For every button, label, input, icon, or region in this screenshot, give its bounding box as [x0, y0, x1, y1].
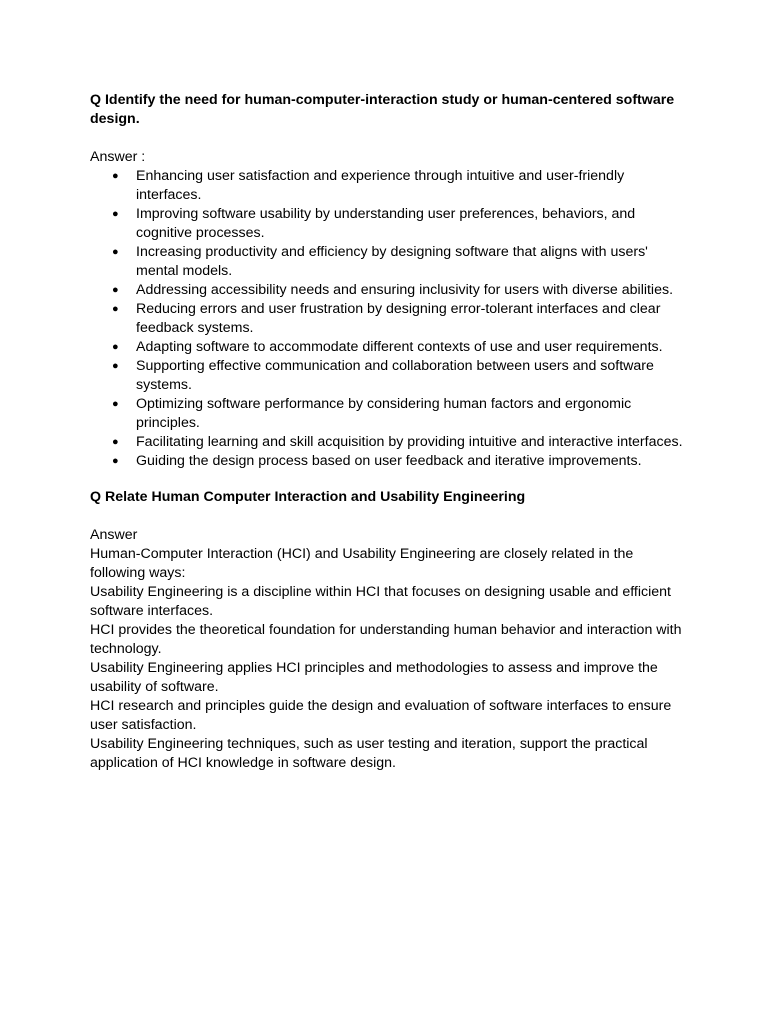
- list-item-text: Supporting effective communication and collaboration between users and software systems.: [136, 358, 654, 393]
- list-item: [90, 243, 690, 281]
- list-item: [90, 167, 690, 205]
- paragraph: HCI provides the theoretical foundation for understanding human behavior and interaction with technology.: [90, 622, 682, 657]
- bullet-icon: ●: [112, 360, 119, 372]
- spacer: [90, 129, 690, 148]
- answer-1-bullet-list: [90, 167, 690, 471]
- bullet-icon: ●: [112, 208, 119, 220]
- bullet-icon: ●: [112, 170, 119, 182]
- paragraph: Usability Engineering is a discipline within HCI that focuses on designing usable and efficient software interfaces.: [90, 584, 671, 619]
- bullet-icon: ●: [112, 436, 119, 448]
- list-item: [90, 205, 690, 243]
- list-item-text: Addressing accessibility needs and ensuring inclusivity for users with diverse abilities.: [136, 282, 674, 298]
- paragraph: HCI research and principles guide the design and evaluation of software interfaces to ensure user satisfaction.: [90, 698, 672, 733]
- document-page: [90, 91, 690, 773]
- question-2-title: Q Relate Human Computer Interaction and Usability Engineering: [90, 489, 526, 505]
- list-item-text: Increasing productivity and efficiency by designing software that aligns with users' mental models.: [136, 244, 648, 279]
- bullet-icon: ●: [112, 303, 119, 315]
- list-item: [90, 357, 690, 395]
- spacer: [90, 507, 690, 526]
- list-item-text: Enhancing user satisfaction and experience through intuitive and user-friendly interfaces.: [136, 168, 625, 203]
- paragraph: Usability Engineering techniques, such as user testing and iteration, support the practical application of HCI knowledge in software design.: [90, 736, 648, 771]
- list-item: [90, 395, 690, 433]
- paragraph: Human-Computer Interaction (HCI) and Usability Engineering are closely related in the following ways:: [90, 546, 634, 581]
- list-item-text: Reducing errors and user frustration by designing error-tolerant interfaces and clear feedback systems.: [136, 301, 661, 336]
- bullet-icon: ●: [112, 246, 119, 258]
- list-item: [90, 300, 690, 338]
- list-item-text: Improving software usability by understanding user preferences, behaviors, and cognitive processes.: [136, 206, 636, 241]
- list-item: [90, 452, 690, 471]
- list-item: [90, 433, 690, 452]
- bullet-icon: ●: [112, 284, 119, 296]
- list-item-text: Guiding the design process based on user feedback and iterative improvements.: [136, 453, 642, 469]
- list-item: [90, 338, 690, 357]
- answer-2-body: [90, 545, 690, 773]
- list-item-text: Facilitating learning and skill acquisition by providing intuitive and interactive interfaces.: [136, 434, 683, 450]
- answer-1-label: Answer :: [90, 149, 146, 165]
- question-1-title: Q Identify the need for human-computer-interaction study or human-centered software design.: [90, 92, 675, 127]
- list-item: [90, 281, 690, 300]
- answer-2-label: Answer: [90, 527, 138, 543]
- paragraph: Usability Engineering applies HCI principles and methodologies to assess and improve the usability of software.: [90, 660, 658, 695]
- bullet-icon: ●: [112, 341, 119, 353]
- list-item-text: Adapting software to accommodate different contexts of use and user requirements.: [136, 339, 663, 355]
- list-item-text: Optimizing software performance by considering human factors and ergonomic principles.: [136, 396, 632, 431]
- bullet-icon: ●: [112, 398, 119, 410]
- bullet-icon: ●: [112, 455, 119, 467]
